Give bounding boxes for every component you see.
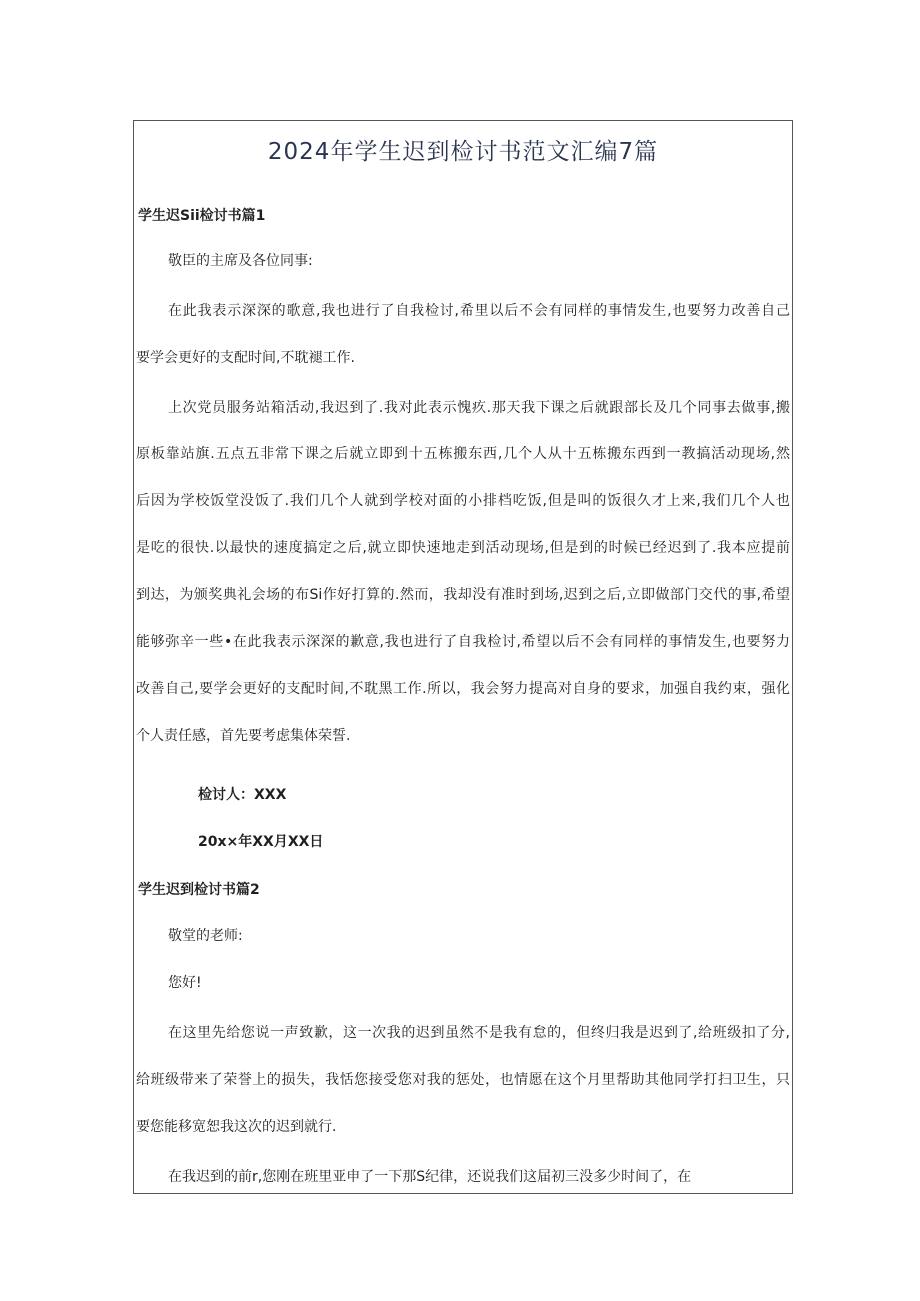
paragraph-line: 改善自己,要学会更好的支配时间,不耽黑工作.所以，我会努力提高对自身的要求，加强自我约束，强化 — [136, 681, 790, 697]
section-2-heading-text: 学生迟到检讨书篇2 — [138, 882, 260, 898]
section-2-salutation: 敬堂的老师: — [168, 928, 243, 944]
paragraph-line: 要您能移宽恕我这次的迟到就行. — [136, 1119, 337, 1135]
document-title: 2024年学生迟到检讨书范文汇编7篇 — [267, 139, 659, 165]
paragraph-line: 在此我表示深深的歌意,我也进行了自我检讨,希里以后不会有同样的事情发生,也要努力改善自己 — [168, 303, 790, 319]
paragraph-line: 能够弥辛一些•在此我表示深深的歉意,我也进行了自我检讨,希望以后不会有同样的事情发生,也要努力 — [136, 634, 790, 650]
section-1-heading — [138, 205, 265, 225]
paragraph-line: 到达，为颁奖典礼会场的布Si作好打算的.然而，我却没有准时到场,迟到之后,立即做部门交代的事,希望 — [136, 587, 790, 603]
section-1-heading-text: 学生迟Sii检讨书篇1 — [138, 208, 266, 224]
paragraph-line: 在我迟到的前r,您刚在班里亚申了一下那S纪律，还说我们这届初三没多少时间了，在 — [168, 1169, 692, 1185]
signer: 检讨人：XXX — [198, 787, 287, 803]
paragraph-line: 给班级带来了荣誉上的损失，我恬您接受您对我的惩处，也情愿在这个月里帮助其他同学打扫卫生，只 — [136, 1072, 790, 1088]
section-1-salutation: 敬臣的主席及各位同事: — [168, 253, 313, 269]
paragraph-line: 原板靠站旗.五点五非常下课之后就立即到十五栋搬东西,几个人从十五栋搬东西到一教搞活动现场,然 — [136, 446, 790, 462]
section-2-heading — [138, 879, 260, 899]
paragraph-line: 是吃的很快.以最快的速度搞定之后,就立即快速地走到活动现场,但是到的时候已经迟到了.我本应提前 — [136, 540, 790, 556]
paragraph-line: 个人责任感，首先要考虑集体荣誓. — [136, 728, 351, 744]
paragraph-line: 后因为学校饭堂没饭了.我们几个人就到学校对面的小排档吃饭,但是叫的饭很久才上来,我们几个人也 — [136, 493, 790, 509]
signature-date: 20x×年XX月XX日 — [198, 834, 324, 850]
paragraph-line: 在这里先给您说一声致歉，这一次我的迟到虽然不是我有怠的，但终归我是迟到了,给班级扣了分, — [168, 1025, 790, 1041]
document-page — [133, 120, 793, 1194]
section-2-greeting: 您好! — [168, 975, 202, 991]
paragraph-line: 要学会更好的支配时间,不耽褪工作. — [136, 350, 355, 366]
paragraph-line: 上次党员服务站箱活动,我迟到了.我对此表示愧疚.那天我下课之后就跟部长及几个同事去做事,搬 — [168, 400, 790, 416]
